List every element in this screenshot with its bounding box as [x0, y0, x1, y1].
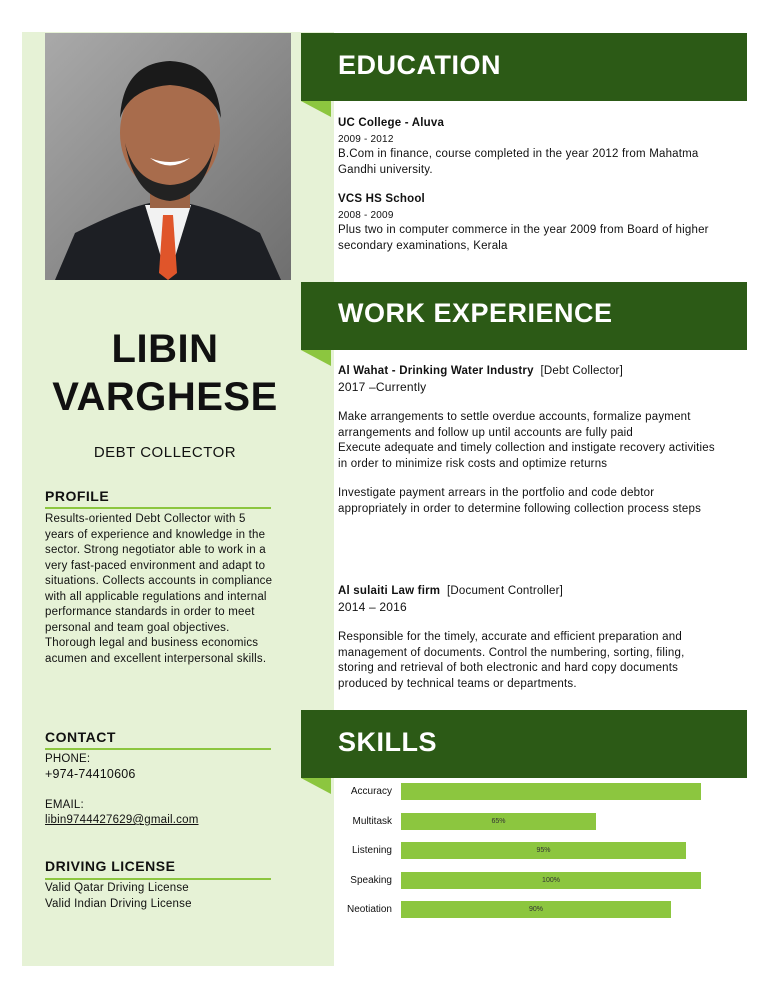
job-duty: Investigate payment arrears in the portfolio and code debtor appropriately in order to determine following collection process steps — [338, 487, 702, 515]
education-desc: B.Com in finance, course completed in the year 2012 from Mahatma Gandhi university. — [338, 148, 699, 176]
skill-percent: 90% — [528, 906, 543, 913]
band-fold — [301, 350, 331, 366]
school-name: UC College - Aluva — [338, 117, 445, 129]
skill-percent: 95% — [536, 847, 551, 854]
school-name: VCS HS School — [338, 193, 425, 205]
company-name: Al sulaiti Law firm — [338, 585, 441, 597]
skill-label: Speaking — [350, 874, 392, 886]
skill-bar — [401, 783, 701, 800]
contact-divider — [45, 748, 271, 750]
contact-heading: CONTACT — [45, 729, 116, 745]
job-entry — [338, 364, 720, 517]
phone-value: +974-74410606 — [45, 767, 136, 781]
job-duty: Make arrangements to settle overdue accounts, formalize payment arrangements and follow up until accounts are fully paid — [338, 411, 691, 439]
email-link[interactable]: libin9744427629@gmail.com — [45, 814, 199, 826]
skill-label: Multitask — [352, 815, 392, 827]
job-position: [Debt Collector] — [540, 365, 623, 377]
last-name: VARGHESE — [52, 375, 278, 419]
education-entry — [338, 192, 718, 254]
job-title: DEBT COLLECTOR — [93, 444, 237, 461]
license-heading: DRIVING LICENSE — [45, 858, 176, 874]
job-dates: 2017 –Currently — [338, 379, 427, 394]
skills-heading: SKILLS — [338, 727, 438, 757]
band-fold — [301, 101, 331, 117]
education-years: 2009 - 2012 — [338, 133, 394, 145]
license-item: Valid Indian Driving License — [45, 898, 192, 910]
phone-label: PHONE: — [45, 753, 91, 765]
license-divider — [45, 878, 271, 880]
education-years: 2008 - 2009 — [338, 209, 394, 221]
work-heading: WORK EXPERIENCE — [338, 298, 613, 328]
skill-percent: 65% — [491, 817, 506, 825]
profile-photo — [45, 33, 291, 280]
profile-text: Results-oriented Debt Collector with 5 years of experience and knowledge in the sector. Strong negotiator able to work in a very fast-paced environment and adapt to situations. Collects accounts in compliance with all applicable regulations and internal performance standards in order to meet personal and team goal objectives. Thorough legal and business economics acumen and excellent interpersonal skills. — [45, 513, 273, 665]
job-entry — [338, 584, 720, 692]
skill-label: Accuracy — [350, 786, 392, 797]
education-entry — [338, 116, 718, 178]
job-position: [Document Controller] — [447, 585, 564, 597]
skill-label: Listening — [351, 845, 392, 856]
skill-label: Neotiation — [346, 904, 392, 915]
job-dates: 2014 – 2016 — [338, 599, 407, 614]
candidate-name — [40, 325, 290, 421]
job-duty: Execute adequate and timely collection and instigate recovery activities in order to minimize risk costs and optimize returns — [338, 442, 715, 470]
profile-heading: PROFILE — [45, 488, 110, 504]
skill-percent: 100% — [542, 876, 560, 884]
first-name: LIBIN — [111, 327, 219, 371]
company-name: Al Wahat - Drinking Water Industry — [338, 365, 534, 377]
email-label: EMAIL: — [45, 799, 84, 811]
job-duty: Responsible for the timely, accurate and efficient preparation and management of documents. Control the numbering, sorting, filing, storing and retrieval of both electronic and hard copy documents produced by technical teams or departments. — [338, 631, 685, 690]
education-heading: EDUCATION — [338, 50, 501, 80]
education-desc: Plus two in computer commerce in the year 2009 from Board of higher secondary examinations, Kerala — [338, 224, 709, 252]
profile-divider — [45, 507, 271, 509]
license-item: Valid Qatar Driving License — [45, 882, 189, 894]
